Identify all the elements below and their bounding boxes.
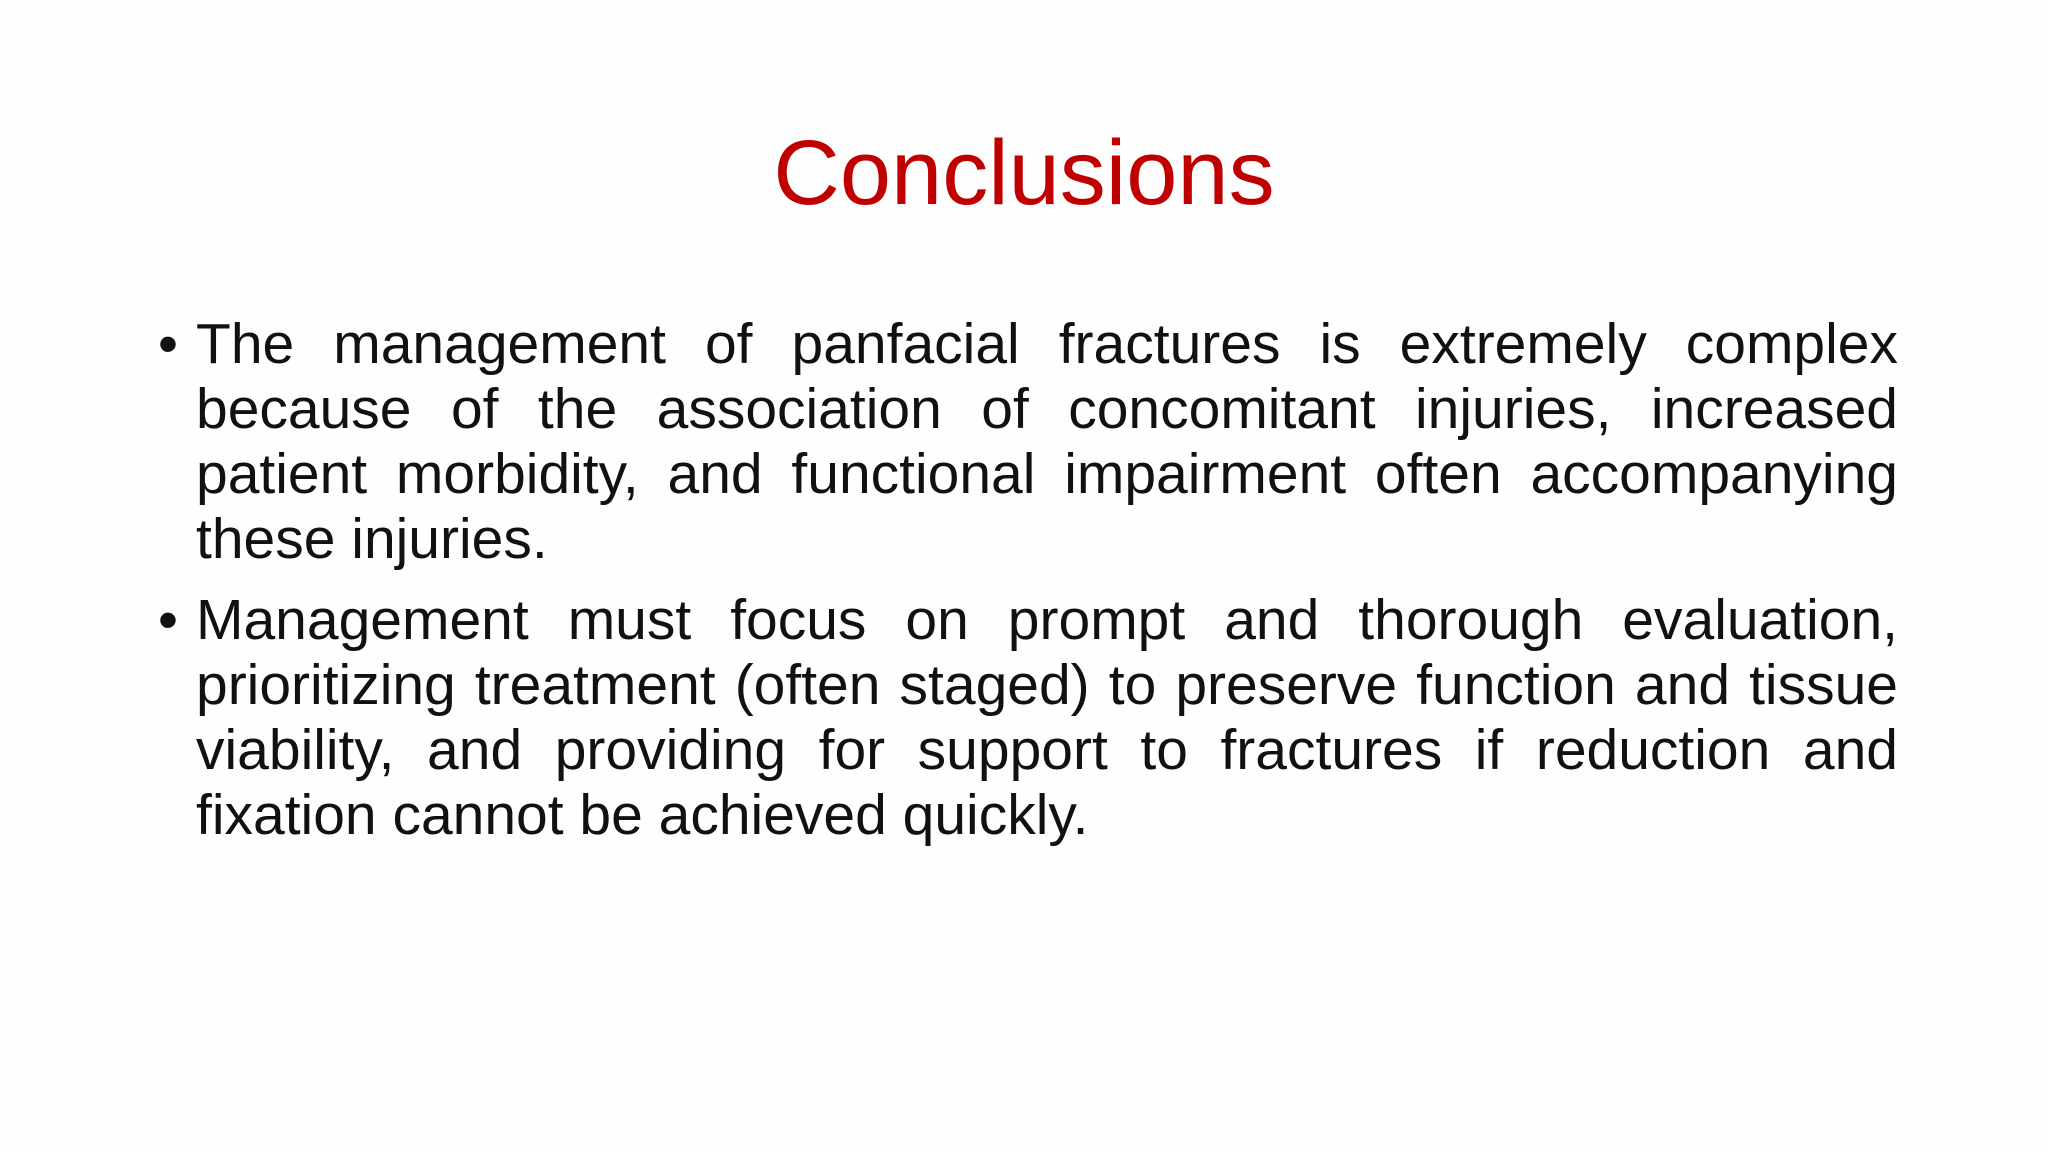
bullet-icon: •: [158, 312, 178, 376]
slide-title: Conclusions: [773, 122, 1275, 224]
list-item: [158, 312, 1898, 572]
bullet-text: The management of panfacial fractures is extremely complex because of the association of concomitant injuries, increased patient morbidity, and functional impairment often accompanying these injuries.: [196, 312, 1898, 571]
bullet-list: [158, 312, 1898, 864]
list-item: [158, 588, 1898, 848]
bullet-icon: •: [158, 588, 178, 652]
bullet-text: Management must focus on prompt and thorough evaluation, prioritizing treatment (often staged) to preserve function and tissue viability, and providing for support to fractures if reduction and fixation cannot be achieved quickly.: [196, 588, 1898, 847]
